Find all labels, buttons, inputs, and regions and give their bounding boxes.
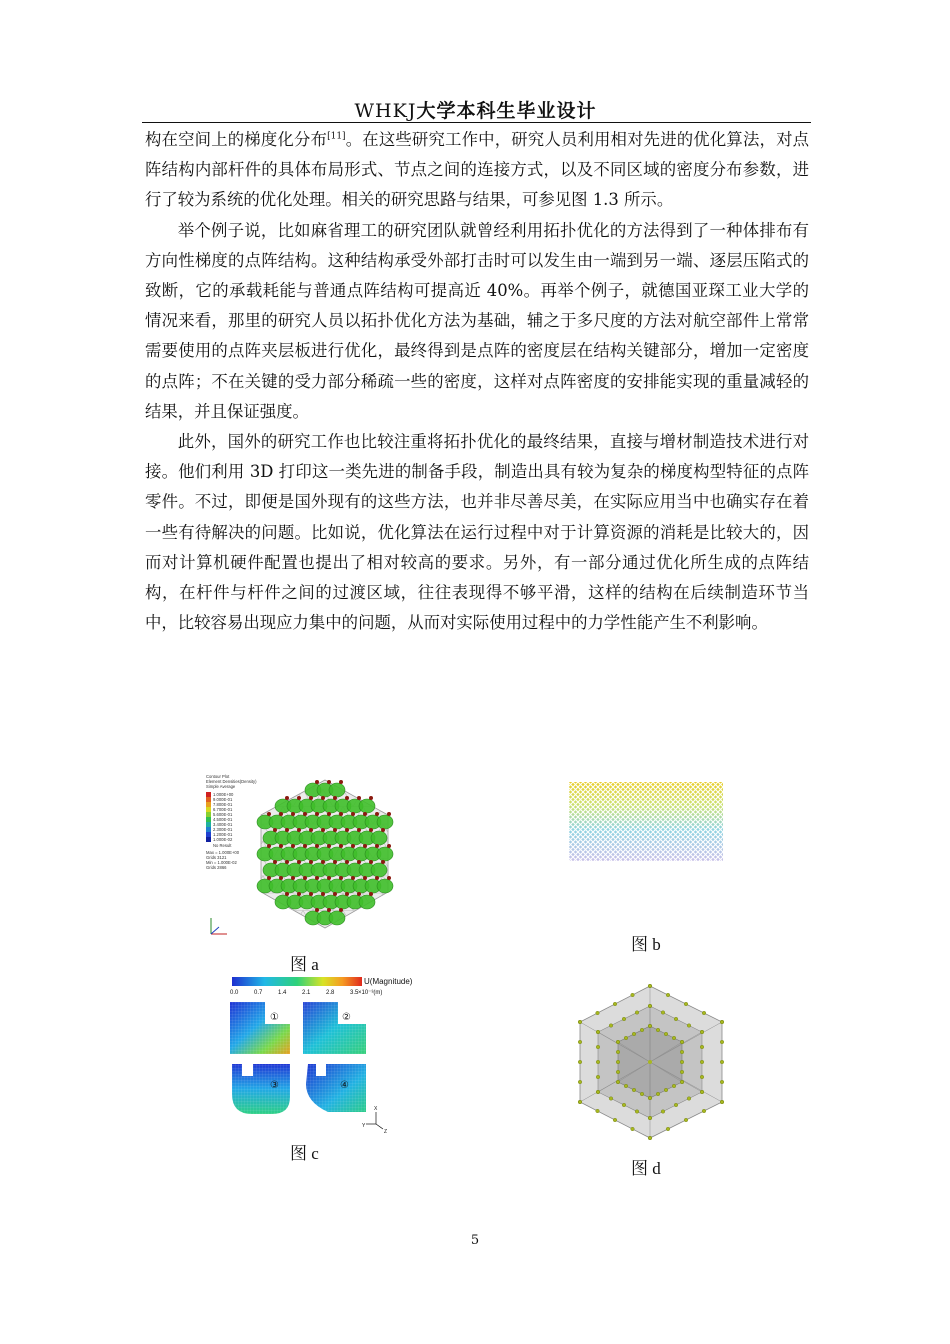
node-marker: [345, 796, 349, 800]
node-marker: [309, 860, 313, 864]
node-marker: [315, 876, 319, 880]
header-rule: [142, 122, 811, 123]
legend-title: Contour Plot: [206, 774, 230, 779]
legend-value: 9.000E-01: [213, 797, 233, 802]
legend-stat-2: Grids 3121: [206, 855, 227, 860]
node-marker: [387, 844, 391, 848]
legend-sub1: Element Densities(Density): [206, 779, 257, 784]
node-marker: [285, 860, 289, 864]
lattice-node: [672, 1036, 676, 1040]
colorbar-tick-label: 3.5: [350, 990, 359, 996]
figure-b-gradient-lattice: [568, 782, 724, 862]
figure-c-caption: 图 c: [290, 1144, 319, 1163]
node-marker: [387, 812, 391, 816]
lattice-node: [687, 1097, 691, 1101]
legend-value: 1.200E-01: [213, 832, 233, 837]
node-marker: [333, 796, 337, 800]
node-marker: [321, 892, 325, 896]
lattice-node: [616, 1040, 620, 1044]
node-marker: [285, 796, 289, 800]
lattice-node: [635, 1011, 639, 1015]
legend-swatch: [206, 837, 211, 842]
lattice-node: [648, 1116, 652, 1120]
lattice-node: [596, 1060, 600, 1064]
lattice-node: [635, 1110, 639, 1114]
lattice-node: [640, 1092, 644, 1096]
node-marker: [291, 876, 295, 880]
density-blob: [359, 799, 375, 813]
node-marker: [327, 780, 331, 784]
legend-swatch: [206, 792, 211, 797]
lattice-node: [720, 1100, 724, 1104]
node-marker: [327, 844, 331, 848]
citation: [11]: [327, 131, 346, 142]
node-marker: [345, 892, 349, 896]
node-marker: [321, 860, 325, 864]
green-density-blobs: [257, 783, 393, 925]
figure-b-caption: 图 b: [631, 935, 661, 954]
lattice-node: [661, 1110, 665, 1114]
node-marker: [369, 892, 373, 896]
lattice-node: [674, 1103, 678, 1107]
lattice-node: [700, 1090, 704, 1094]
colorbar-tick-label: 0.7: [254, 990, 263, 996]
node-marker: [285, 892, 289, 896]
panel-label-3: ③: [270, 1080, 279, 1091]
node-marker: [303, 844, 307, 848]
lattice-node: [596, 1030, 600, 1034]
lattice-node: [648, 984, 652, 988]
colorbar-unit: ×10⁻³(m): [358, 990, 383, 996]
lattice-node: [648, 1136, 652, 1140]
lattice-node: [664, 1088, 668, 1092]
density-blob: [377, 879, 393, 893]
node-marker: [351, 844, 355, 848]
lattice-node: [648, 1004, 652, 1008]
legend-sub2: Simple Average: [206, 784, 236, 789]
figure-c-displacement-panels: [220, 972, 413, 1138]
lattice-node: [680, 1050, 684, 1054]
lattice-node: [680, 1070, 684, 1074]
node-marker: [333, 892, 337, 896]
node-marker: [267, 844, 271, 848]
node-marker: [291, 812, 295, 816]
lattice-node: [640, 1028, 644, 1032]
colorbar-tick-label: 2.1: [302, 990, 311, 996]
node-marker: [339, 876, 343, 880]
node-marker: [381, 828, 385, 832]
lattice-node: [680, 1060, 684, 1064]
legend-value: 4.500E-01: [213, 817, 233, 822]
paragraph-1: 构在空间上的梯度化分布[11]。在这些研究工作中，研究人员利用相对先进的优化算法，对点阵结构内部杆件的具体布局形式、节点之间的连接方式，以及不同区域的密度分布参数，进行了较为系统的优化处理。相关的研究思路与结果，可参见图 1.3 所示。: [145, 130, 810, 210]
node-marker: [315, 908, 319, 912]
lattice-node: [596, 1090, 600, 1094]
legend-value: 7.800E-01: [213, 802, 233, 807]
header-title: 大学本科生毕业设计: [416, 100, 597, 122]
colorbar-tick-label: 2.8: [326, 990, 335, 996]
legend-value: 1.000E+00: [213, 792, 234, 797]
legend-swatch: [206, 812, 211, 817]
node-marker: [369, 860, 373, 864]
node-marker: [339, 812, 343, 816]
legend-value: 2.300E-01: [213, 827, 233, 832]
paragraph-3: 此外，国外的研究工作也比较注重将拓扑优化的最终结果，直接与增材制造技术进行对接。他们利用 3D 打印这一类先进的制备手段，制造出具有较为复杂的梯度构型特征的点阵零件。不过，即便是国外现有的这些方法，也并非尽善尽美，在实际应用当中也确实存在着一些有待解决的问题。比如说，优化算法在运行过程中对于计算资源的消耗是比较大的，因而对计算机硬件配置也提出了相对较高的要求。另外，有一部分通过优化所生成的点阵结构，在杆件与杆件之间的过渡区域，往往表现得不够平滑，这样的结构在后续制造环节当中，比较容易出现应力集中的问题，从而对实际使用过程中的力学性能产生不利影响。: [145, 432, 809, 633]
density-blob: [371, 831, 387, 845]
lattice-node: [666, 1127, 670, 1131]
node-marker: [351, 876, 355, 880]
lattice-node: [720, 1060, 724, 1064]
node-marker: [279, 812, 283, 816]
legend-value: 6.700E-01: [213, 807, 233, 812]
lattice-node: [624, 1036, 628, 1040]
node-marker: [327, 812, 331, 816]
lattice-node: [648, 1024, 652, 1028]
lattice-node: [578, 1040, 582, 1044]
paragraph-2: 举个例子说，比如麻省理工的研究团队就曾经利用拓扑优化的方法得到了一种体排布有方向性梯度的点阵结构。这种结构承受外部打击时可以发生由一端到另一端、逐层压陷式的致断，它的承载耗能与普通点阵结构可提高近 40%。再举个例子，就德国亚琛工业大学的情况来看，那里的研究人员以拓扑优化方法为基础，辅之于多尺度的方法对航空部件上常常需要使用的点阵夹层板进行优化，最终得到是点阵的密度层在结构关键部分，增加一定密度的点阵；不在关键的受力部分稀疏一些的密度，这样对点阵密度的安排能实现的重量减轻的结果，并且保证强度。: [145, 220, 809, 421]
node-marker: [309, 828, 313, 832]
lattice-node: [578, 1020, 582, 1024]
lattice-node: [632, 1032, 636, 1036]
lattice-node: [596, 1011, 600, 1015]
lattice-node: [616, 1050, 620, 1054]
node-marker: [297, 796, 301, 800]
node-marker: [357, 892, 361, 896]
lattice-node: [700, 1030, 704, 1034]
node-marker: [381, 860, 385, 864]
node-marker: [267, 876, 271, 880]
panel-label-1: ①: [270, 1012, 279, 1023]
node-marker: [339, 844, 343, 848]
lattice-node: [672, 1084, 676, 1088]
node-marker: [279, 876, 283, 880]
legend-swatch: [206, 802, 211, 807]
node-marker: [321, 828, 325, 832]
node-marker: [387, 876, 391, 880]
lattice-node: [684, 1118, 688, 1122]
lattice-node: [613, 1002, 617, 1006]
node-marker: [369, 796, 373, 800]
node-marker: [345, 828, 349, 832]
legend-stat-4: Grids 2866: [206, 865, 227, 870]
node-marker: [375, 876, 379, 880]
figure-a-topology-hexagon: [203, 772, 408, 944]
node-marker: [321, 796, 325, 800]
lattice-node: [680, 1080, 684, 1084]
node-marker: [315, 844, 319, 848]
density-blob: [377, 847, 393, 861]
node-marker: [273, 828, 277, 832]
figure-d-caption: 图 d: [631, 1159, 661, 1178]
node-marker: [297, 892, 301, 896]
node-marker: [369, 828, 373, 832]
density-legend: [206, 792, 234, 842]
lattice-node: [656, 1028, 660, 1032]
colorbar: [232, 977, 362, 986]
page-number: 5: [470, 1233, 480, 1248]
lattice-node: [609, 1024, 613, 1028]
node-marker: [351, 812, 355, 816]
lattice-node: [631, 1127, 635, 1131]
lattice-node: [720, 1020, 724, 1024]
node-marker: [303, 876, 307, 880]
lattice-node: [631, 993, 635, 997]
node-marker: [285, 828, 289, 832]
lattice-node: [700, 1060, 704, 1064]
node-marker: [309, 796, 313, 800]
svg-text:Y: Y: [362, 1123, 366, 1129]
node-marker: [297, 860, 301, 864]
node-marker: [273, 860, 277, 864]
lattice-node: [680, 1040, 684, 1044]
colorbar-tick-label: 1.4: [278, 990, 287, 996]
lattice-node: [596, 1075, 600, 1079]
legend-swatch: [206, 797, 211, 802]
body-text: [145, 125, 809, 638]
svg-text:X: X: [374, 1106, 378, 1112]
lattice-node: [613, 1118, 617, 1122]
node-marker: [303, 812, 307, 816]
lattice-node: [624, 1084, 628, 1088]
page-header: [142, 96, 809, 122]
node-marker: [375, 812, 379, 816]
lattice-node: [648, 1096, 652, 1100]
density-blob: [329, 783, 345, 797]
node-marker: [339, 908, 343, 912]
colorbar-title: U(Magnitude): [364, 977, 413, 986]
svg-text:Z: Z: [384, 1129, 388, 1135]
node-marker: [333, 860, 337, 864]
node-marker: [375, 844, 379, 848]
lattice-node: [622, 1017, 626, 1021]
lattice-node: [616, 1070, 620, 1074]
node-marker: [333, 828, 337, 832]
density-blob: [329, 911, 345, 925]
legend-swatch: [206, 817, 211, 822]
lattice-node: [702, 1011, 706, 1015]
density-blob: [371, 863, 387, 877]
lattice-node: [684, 1002, 688, 1006]
node-marker: [357, 860, 361, 864]
lattice-node: [578, 1100, 582, 1104]
node-marker: [345, 860, 349, 864]
node-marker: [327, 876, 331, 880]
lattice-node: [596, 1045, 600, 1049]
lattice-node: [661, 1011, 665, 1015]
lattice-node: [687, 1024, 691, 1028]
node-marker: [297, 828, 301, 832]
lattice-node: [622, 1103, 626, 1107]
legend-swatch: [206, 832, 211, 837]
node-marker: [291, 844, 295, 848]
colorbar-ticks: [230, 990, 359, 996]
node-marker: [315, 812, 319, 816]
lattice-node: [648, 1060, 652, 1064]
lattice-node: [664, 1032, 668, 1036]
lattice-node: [702, 1109, 706, 1113]
lattice-node: [616, 1060, 620, 1064]
node-marker: [315, 780, 319, 784]
legend-stat-1: Max = 1.000E+00: [206, 850, 240, 855]
header-code: WHKJ: [354, 100, 417, 122]
legend-swatch: [206, 827, 211, 832]
node-marker: [357, 828, 361, 832]
figure-d-lattice-hexagon: [576, 984, 726, 1140]
lattice-node: [596, 1109, 600, 1113]
legend-swatch: [206, 822, 211, 827]
panel-label-2: ②: [342, 1012, 351, 1023]
lattice-node: [720, 1080, 724, 1084]
lattice-node: [700, 1075, 704, 1079]
lattice-node: [656, 1092, 660, 1096]
lattice-node: [578, 1080, 582, 1084]
lattice-node: [700, 1045, 704, 1049]
node-marker: [327, 908, 331, 912]
node-marker: [267, 812, 271, 816]
legend-no-result: No Result: [213, 843, 232, 848]
node-marker: [363, 876, 367, 880]
lattice-node: [674, 1017, 678, 1021]
lattice-node: [666, 993, 670, 997]
node-marker: [279, 844, 283, 848]
legend-swatch: [206, 807, 211, 812]
figure-a-caption: 图 a: [290, 955, 319, 974]
node-marker: [309, 892, 313, 896]
legend-stat-3: Min = 1.000E-02: [206, 860, 237, 865]
density-blob: [377, 815, 393, 829]
lattice-node: [720, 1040, 724, 1044]
node-marker: [357, 796, 361, 800]
legend-value: 3.400E-01: [213, 822, 233, 827]
lattice-node: [609, 1097, 613, 1101]
node-marker: [339, 780, 343, 784]
colorbar-tick-label: 0.0: [230, 990, 239, 996]
density-blob: [359, 895, 375, 909]
lattice-node: [578, 1060, 582, 1064]
panel-label-4: ④: [340, 1080, 349, 1091]
node-marker: [363, 812, 367, 816]
legend-value: 5.600E-01: [213, 812, 233, 817]
node-marker: [363, 844, 367, 848]
lattice-node: [616, 1080, 620, 1084]
legend-value: 1.000E-02: [213, 837, 233, 842]
lattice-node: [632, 1088, 636, 1092]
